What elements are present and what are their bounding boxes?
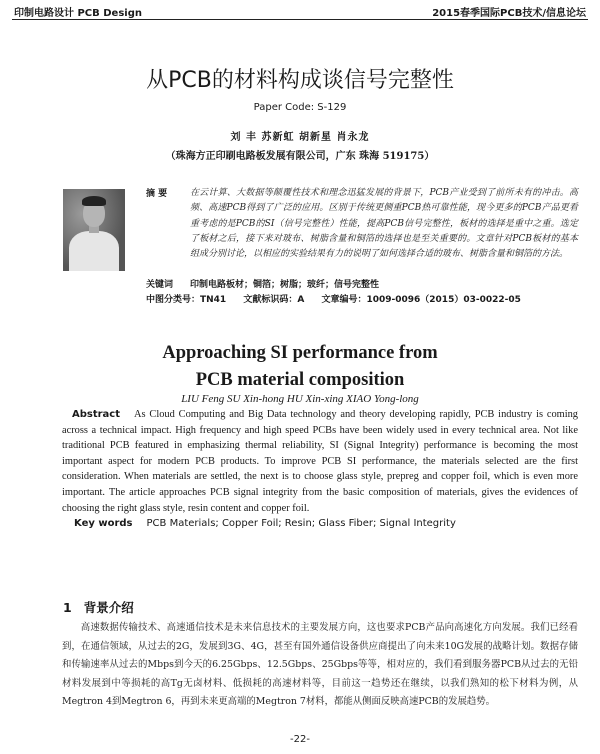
section-number: 1 — [63, 600, 72, 615]
classification-line — [146, 292, 535, 305]
authors-english: LIU Feng SU Xin-hong HU Xin-xing XIAO Yong-long — [181, 393, 419, 405]
document-code: 文献标识码：A — [243, 295, 305, 305]
keywords-cn-text: 印制电路板材；铜箔；树脂；玻纤；信号完整性 — [190, 280, 380, 290]
abstract-cn-label: 摘 要 — [146, 189, 168, 199]
title-chinese: 从PCB的材料构成谈信号完整性 — [146, 68, 454, 93]
keywords-en-label: Key words — [74, 518, 133, 529]
clc-number: 中图分类号：TN41 — [146, 295, 227, 305]
header-journal-section: 印制电路设计 PCB Design — [14, 8, 142, 19]
header-divider — [12, 19, 588, 20]
abstract-en-text: As Cloud Computing and Big Data technology and theory developing rapidly, PCB industry is coming across a technical impact. High frequency and high speed PCBs have been widely used in every technical area. Not like traditional PCB featured in emphasizing thermal reliability, SI (Signal Integrity) performance is becoming the most important aspect for modern PCB products. To improve PCB SI performance, the materials selected are the first consideration. When materials are settled, the next is to choose glass style, prepreg and copper foil, which is even more important. The article approaches PCB signal integrity from the basic composition of materials, gives the evidences of choosing the right glass style, resin content and copper foil. — [62, 409, 578, 514]
section-title: 背景介绍 — [83, 600, 134, 615]
abstract-en-label: Abstract — [72, 409, 121, 420]
title-english-line-1: Approaching SI performance from — [162, 343, 438, 363]
paper-code: Paper Code: S-129 — [253, 102, 347, 113]
title-english — [0, 340, 600, 394]
section-body-text: 高速数据传输技术、高速通信技术是未来信息技术的主要发展方向，这也要求PCB产品向高速化方向发展。我们已经看到，在通信领域，从过去的2G，发展到3G、4G，甚至有国外通信设备供应商提出了向未来10G发展的战略计划。数据存储和传输速率从过去的Mbps到今天的6.25Gbps、12.5Gbps、25Gbps等等，相对应的，我们看到服务器PCB从过去的无铅材料发展到中等损耗的高Tg无卤材料、低损耗的高速材料等，目前这一趋势还在继续，以我们熟知的松下材料为例，从Megtron 4到Megtron 6，再到未来更高端的Megtron 7材料，都能从侧面反映高速PCB的发展趋势。 — [62, 622, 578, 707]
article-number: 文章编号：1009-0096（2015）03-0022-05 — [321, 295, 521, 305]
abstract-english — [62, 407, 578, 516]
author-photo — [63, 189, 125, 271]
keywords-en-text: PCB Materials; Copper Foil; Resin; Glass Fiber; Signal Integrity — [146, 518, 456, 529]
header-forum-name: 2015春季国际PCB技术/信息论坛 — [432, 8, 586, 19]
affiliation-chinese: （珠海方正印刷电路板发展有限公司，广东 珠海 519175） — [165, 151, 435, 162]
keywords-cn-label: 关键词 — [146, 280, 174, 290]
authors-chinese: 刘 丰 苏新虹 胡新星 肖永龙 — [230, 132, 370, 143]
page-number: -22- — [290, 734, 310, 745]
section-heading — [63, 598, 134, 616]
keywords-english — [74, 518, 456, 529]
abstract-cn-text: 在云计算、大数据等颠覆性技术和理念迅猛发展的背景下，PCB产业受到了前所未有的冲击。高频、高速PCB得到了广泛的应用。区别于传统更侧重PCB热可靠性能，现今更多的PCB产品更看重考虑的是PCB的SI（信号完整性）性能，提高PCB信号完整性，板材的选择是重中之重。选定了板材之后，接下来对玻布、树脂含量和铜箔的选择也是至关重要的。文章针对PCB板材的基本组成分别讨论，以相应的实验结果有力的说明了如何选择合适的玻布、树脂含量和铜箔的方法。 — [190, 188, 578, 260]
title-english-line-2: PCB material composition — [195, 370, 405, 390]
